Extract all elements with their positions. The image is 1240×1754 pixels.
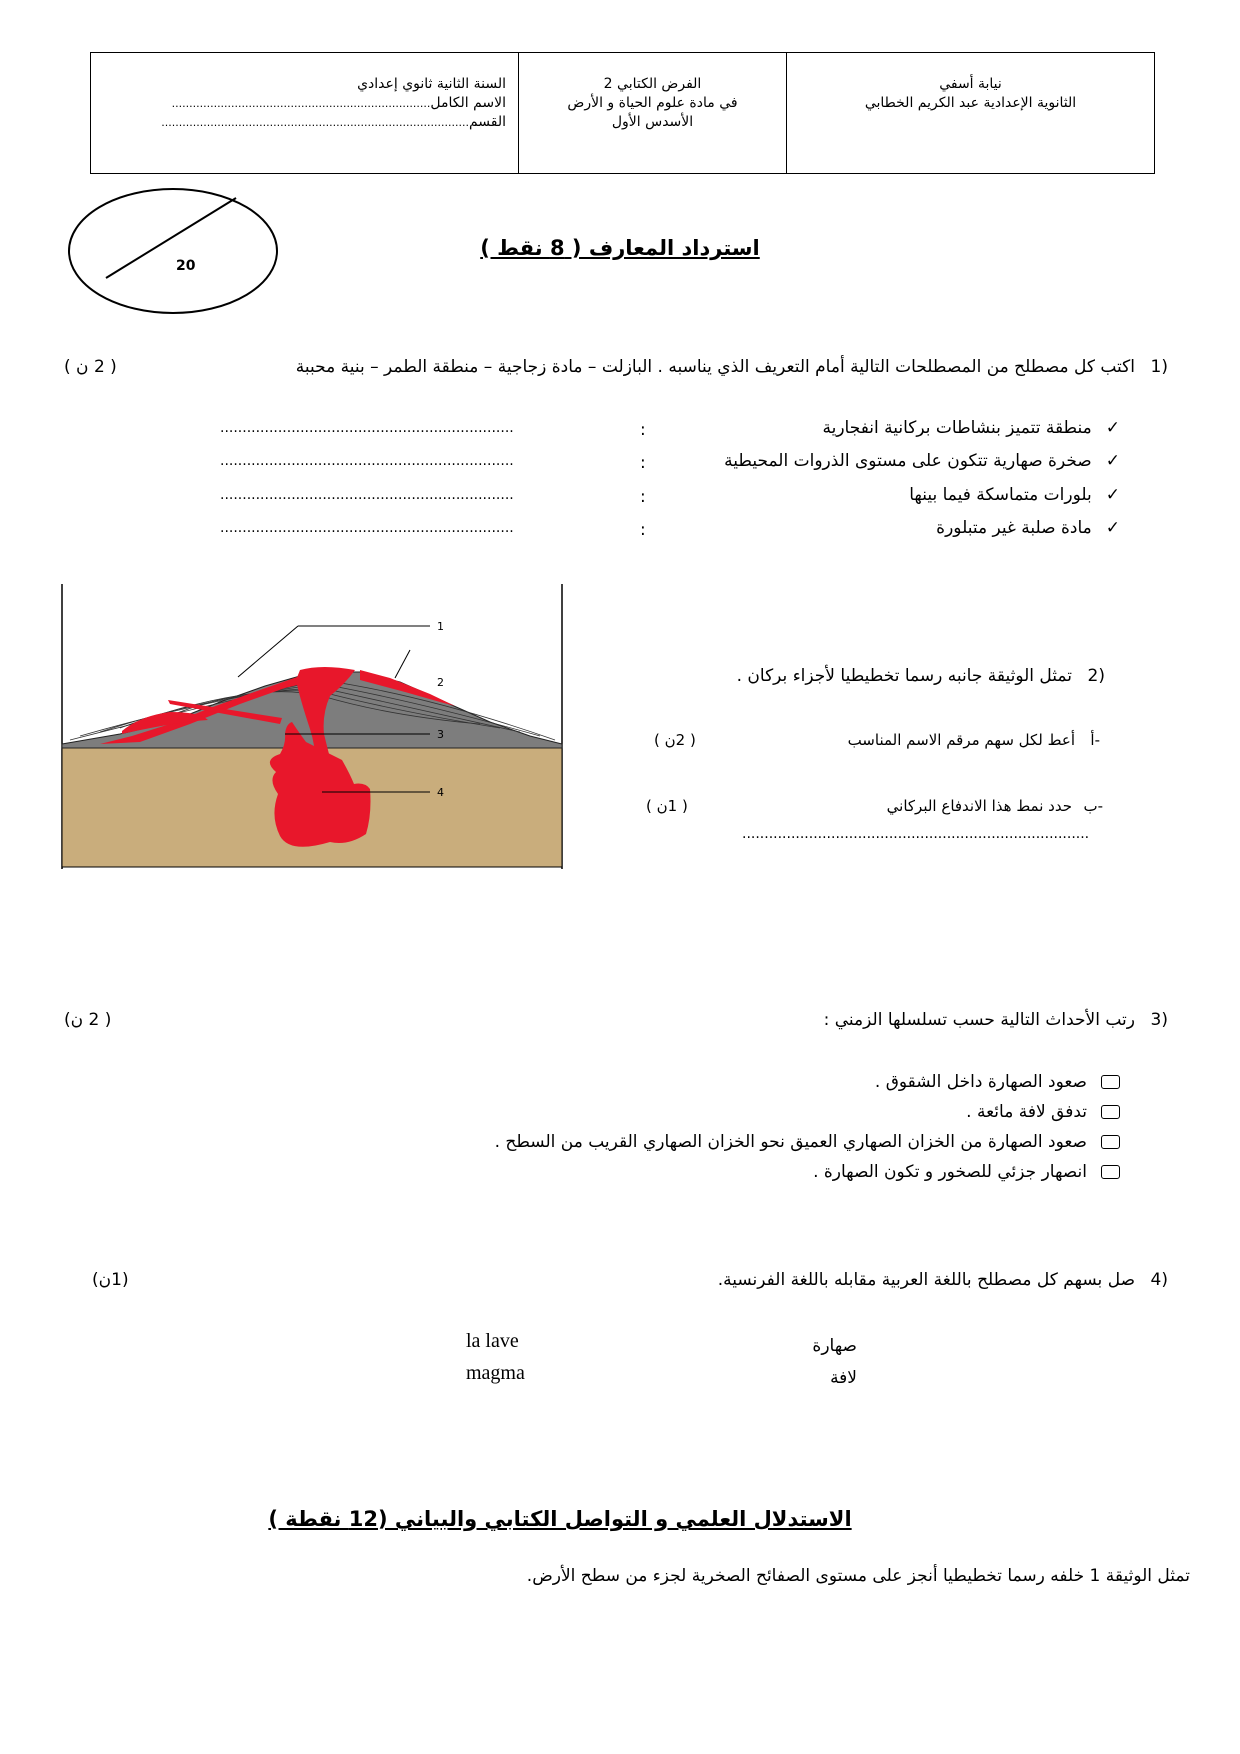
q1-colon-4: : xyxy=(640,520,646,540)
q2-b-text: حدد نمط هذا الاندفاع البركاني xyxy=(886,797,1072,815)
diagram-label-1: 1 xyxy=(437,620,444,633)
checkbox[interactable] xyxy=(1101,1075,1120,1089)
q3-item-1[interactable]: صعود الصهارة داخل الشقوق . xyxy=(875,1072,1120,1092)
q4-number: 4) xyxy=(1150,1270,1168,1290)
q2-a-points: ( 2ن ) xyxy=(654,731,696,749)
checkbox[interactable] xyxy=(1101,1165,1120,1179)
q4-points: (1ن) xyxy=(92,1270,129,1290)
q4-text: صل بسهم كل مصطلح باللغة العربية مقابله باللغة الفرنسية. xyxy=(717,1270,1135,1290)
q1-number: 1) xyxy=(1150,357,1168,377)
q2-b-answer[interactable]: .............................................................................. xyxy=(742,826,1090,842)
diagram-label-3: 3 xyxy=(437,728,444,741)
q1-answer-4[interactable]: .................................................................. xyxy=(220,520,514,536)
q1-colon-1: : xyxy=(640,420,646,440)
q4-arabic-2[interactable]: لافة xyxy=(830,1368,857,1388)
checkmark-icon: ✓ xyxy=(1105,418,1120,438)
section2-intro: تمثل الوثيقة 1 خلفه رسما تخطيطيا أنجز على مستوى الصفائح الصخرية لجزء من سطح الأرض. xyxy=(526,1566,1190,1586)
header-name-row xyxy=(103,94,506,113)
q1-item-3: ✓بلورات متماسكة فيما بينها xyxy=(909,485,1120,505)
header-semester: الأسدس الأول xyxy=(611,114,694,130)
header-class-row xyxy=(103,113,506,132)
diagram-label-2: 2 xyxy=(437,676,444,689)
header-exam-info xyxy=(519,53,787,173)
checkmark-icon: ✓ xyxy=(1105,485,1120,505)
name-dots[interactable]: .......................................................................... xyxy=(171,97,431,110)
q3-points: ( 2 ن) xyxy=(64,1010,112,1030)
q2-text: تمثل الوثيقة جانبه رسما تخطيطيا لأجزاء بركان . xyxy=(736,666,1072,686)
q1-answer-2[interactable]: .................................................................. xyxy=(220,453,514,469)
checkbox[interactable] xyxy=(1101,1135,1120,1149)
q3-item-3[interactable]: صعود الصهارة من الخزان الصهاري العميق نحو الخزان الصهاري القريب من السطح . xyxy=(495,1132,1120,1152)
q1-item-1: ✓منطقة تتميز بنشاطات بركانية انفجارية xyxy=(822,418,1120,438)
section1-title: استرداد المعارف ( 8 نقط ) xyxy=(480,236,760,260)
q1-points: ( 2 ن ) xyxy=(64,357,117,377)
q4-arabic-1[interactable]: صهارة xyxy=(812,1336,857,1356)
q1-item-4: ✓مادة صلبة غير متبلورة xyxy=(936,518,1120,538)
q2-b-points: ( 1ن ) xyxy=(646,797,688,815)
q1-answer-3[interactable]: .................................................................. xyxy=(220,487,514,503)
q1-colon-2: : xyxy=(640,453,646,473)
volcano-diagram xyxy=(60,584,565,869)
header-year: السنة الثانية ثانوي إعدادي xyxy=(357,76,506,92)
q2-a-label: أ- xyxy=(1090,731,1100,749)
header-school-info xyxy=(787,53,1154,173)
header-school: الثانوية الإعدادية عبد الكريم الخطابي xyxy=(864,95,1077,111)
q3-number: 3) xyxy=(1150,1010,1168,1030)
q3-text: رتب الأحداث التالية حسب تسلسلها الزمني : xyxy=(823,1010,1135,1030)
header-exam-title: الفرض الكتابي 2 xyxy=(603,76,702,92)
q4-french-2[interactable]: magma xyxy=(466,1362,525,1384)
class-dots[interactable]: ........................................................................................ xyxy=(161,116,469,129)
q3-item-2[interactable]: تدفق لافة مائعة . xyxy=(966,1102,1120,1122)
q1-answer-1[interactable]: .................................................................. xyxy=(220,420,514,436)
header-table xyxy=(90,52,1155,174)
checkbox[interactable] xyxy=(1101,1105,1120,1119)
header-class-label: القسم xyxy=(468,114,506,130)
q2-a-text: أعط لكل سهم مرقم الاسم المناسب xyxy=(847,731,1075,749)
checkmark-icon: ✓ xyxy=(1105,518,1120,538)
q1-text: اكتب كل مصطلح من المصطلحات التالية أمام التعريف الذي يناسبه . البازلت – مادة زجاجية – منطقة الطمر – بنية محببة xyxy=(295,357,1135,377)
q1-item-2: ✓صخرة صهارية تتكون على مستوى الذروات المحيطية xyxy=(724,451,1120,471)
q2-b-label: ب- xyxy=(1083,797,1103,815)
checkmark-icon: ✓ xyxy=(1105,451,1120,471)
header-student-info xyxy=(91,53,519,173)
q4-french-1[interactable]: la lave xyxy=(466,1330,519,1352)
q2-number: 2) xyxy=(1087,666,1105,686)
q3-item-4[interactable]: انصهار جزئي للصخور و تكون الصهارة . xyxy=(813,1162,1120,1182)
section2-title: الاستدلال العلمي و التواصل الكتابي والبياني (12 نقطة ) xyxy=(268,1507,852,1531)
header-name-label: الاسم الكامل xyxy=(430,95,506,111)
score-total: 20 xyxy=(176,258,196,274)
header-subject: في مادة علوم الحياة و الأرض xyxy=(567,95,738,111)
header-directorate: نيابة أسفي xyxy=(939,76,1002,92)
q1-colon-3: : xyxy=(640,487,646,507)
diagram-label-4: 4 xyxy=(437,786,444,799)
score-oval xyxy=(66,186,281,316)
